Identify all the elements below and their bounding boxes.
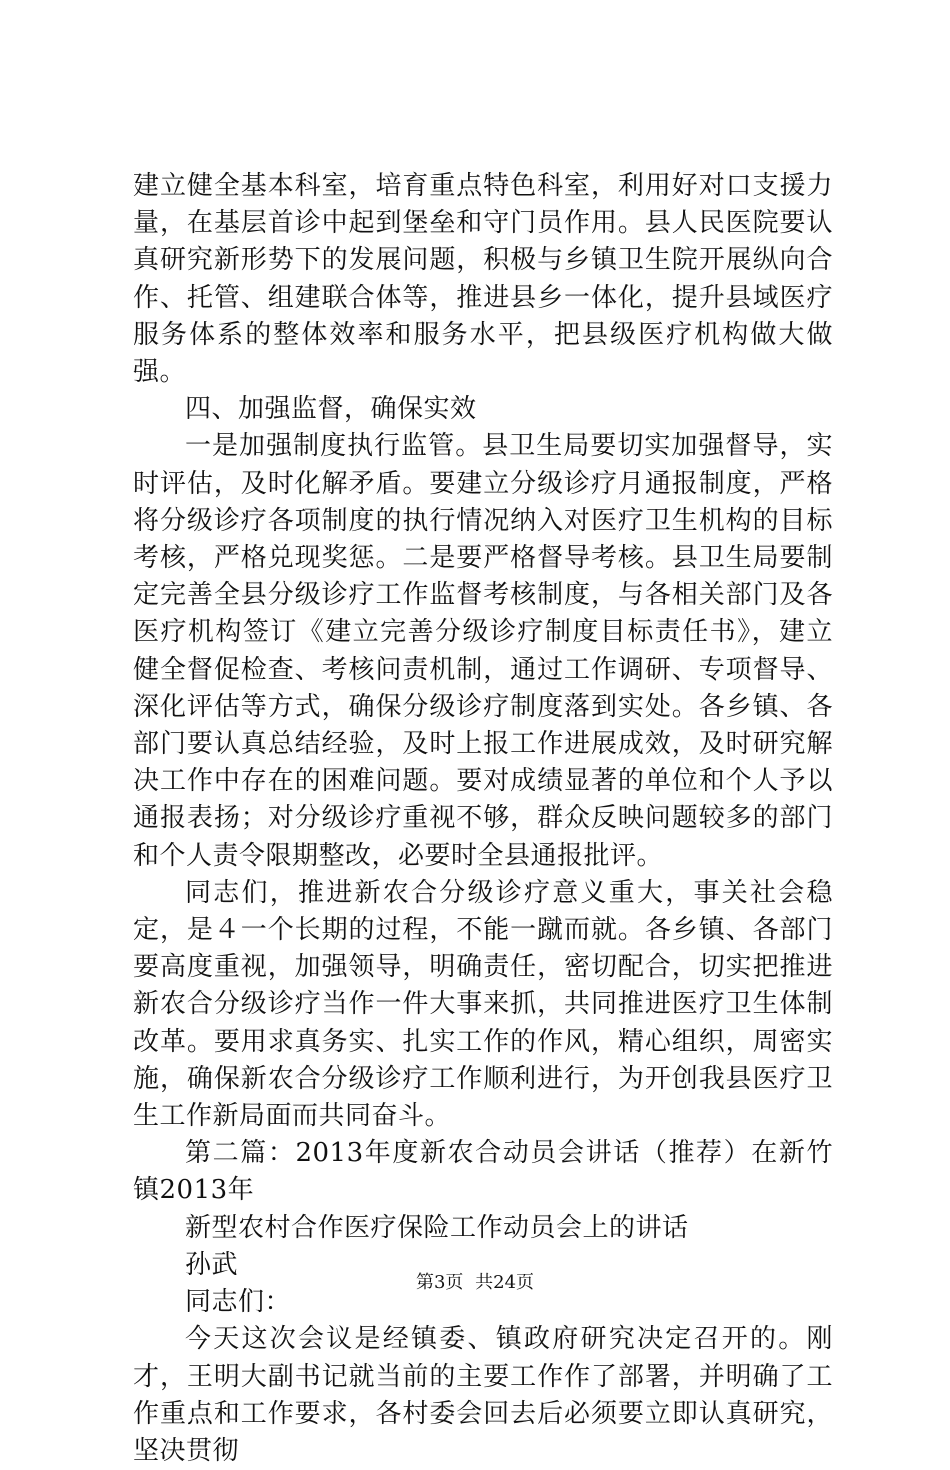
section-heading: 四、加强监督，确保实效 xyxy=(185,394,477,425)
speech-title: 新型农村合作医疗保险工作动员会上的讲话 xyxy=(185,1212,689,1243)
paragraph-continuation: 建立健全基本科室，培育重点特色科室，利用好对口支援力量，在基层首诊中起到堡垒和守门员作用。县人民医院要认真研究新形势下的发展问题，积极与乡镇卫生院开展纵向合作、托管、组建联合体等，推进县乡一体化，提升县域医疗服务体系的整体效率和服务水平，把县级医疗机构做大做强。 xyxy=(133,171,833,388)
page-footer xyxy=(0,1271,950,1295)
speaker-name: 孙武 xyxy=(185,1249,239,1280)
page-number: 第3页 xyxy=(415,1272,464,1293)
paragraph-speech-opening: 今天这次会议是经镇委、镇政府研究决定召开的。刚才，王明大副书记就当前的主要工作作了部署，并明确了工作重点和工作要求，各村委会回去后必须要立即认真研究，坚决贯彻 xyxy=(133,1324,833,1466)
part-two-heading: 第二篇：2013年度新农合动员会讲话（推荐）在新竹镇2013年 xyxy=(133,1138,833,1206)
paragraph-supervision: 一是加强制度执行监管。县卫生局要切实加强督导，实时评估，及时化解矛盾。要建立分级诊疗月通报制度，严格将分级诊疗各项制度的执行情况纳入对医疗卫生机构的目标考核，严格兑现奖惩。二是要严格督导考核。县卫生局要制定完善全县分级诊疗工作监督考核制度，与各相关部门及各医疗机构签订《建立完善分级诊疗制度目标责任书》，建立健全督促检查、考核问责机制，通过工作调研、专项督导、深化评估等方式，确保分级诊疗制度落到实处。各乡镇、各部门要认真总结经验，及时上报工作进展成效，及时研究解决工作中存在的困难问题。要对成绩显著的单位和个人予以通报表扬；对分级诊疗重视不够，群众反映问题较多的部门和个人责令限期整改，必要时全县通报批评。 xyxy=(133,431,833,871)
paragraph-closing: 同志们，推进新农合分级诊疗意义重大，事关社会稳定，是４一个长期的过程，不能一蹴而就。各乡镇、各部门要高度重视，加强领导，明确责任，密切配合，切实把推进新农合分级诊疗当作一件大事来抓，共同推进医疗卫生体制改革。要用求真务实、扎实工作的作风，精心组织，周密实施，确保新农合分级诊疗工作顺利进行，为开创我县医疗卫生工作新局面而共同奋斗。 xyxy=(133,877,833,1132)
page-total: 共24页 xyxy=(475,1272,535,1293)
salutation: 同志们： xyxy=(185,1287,292,1318)
